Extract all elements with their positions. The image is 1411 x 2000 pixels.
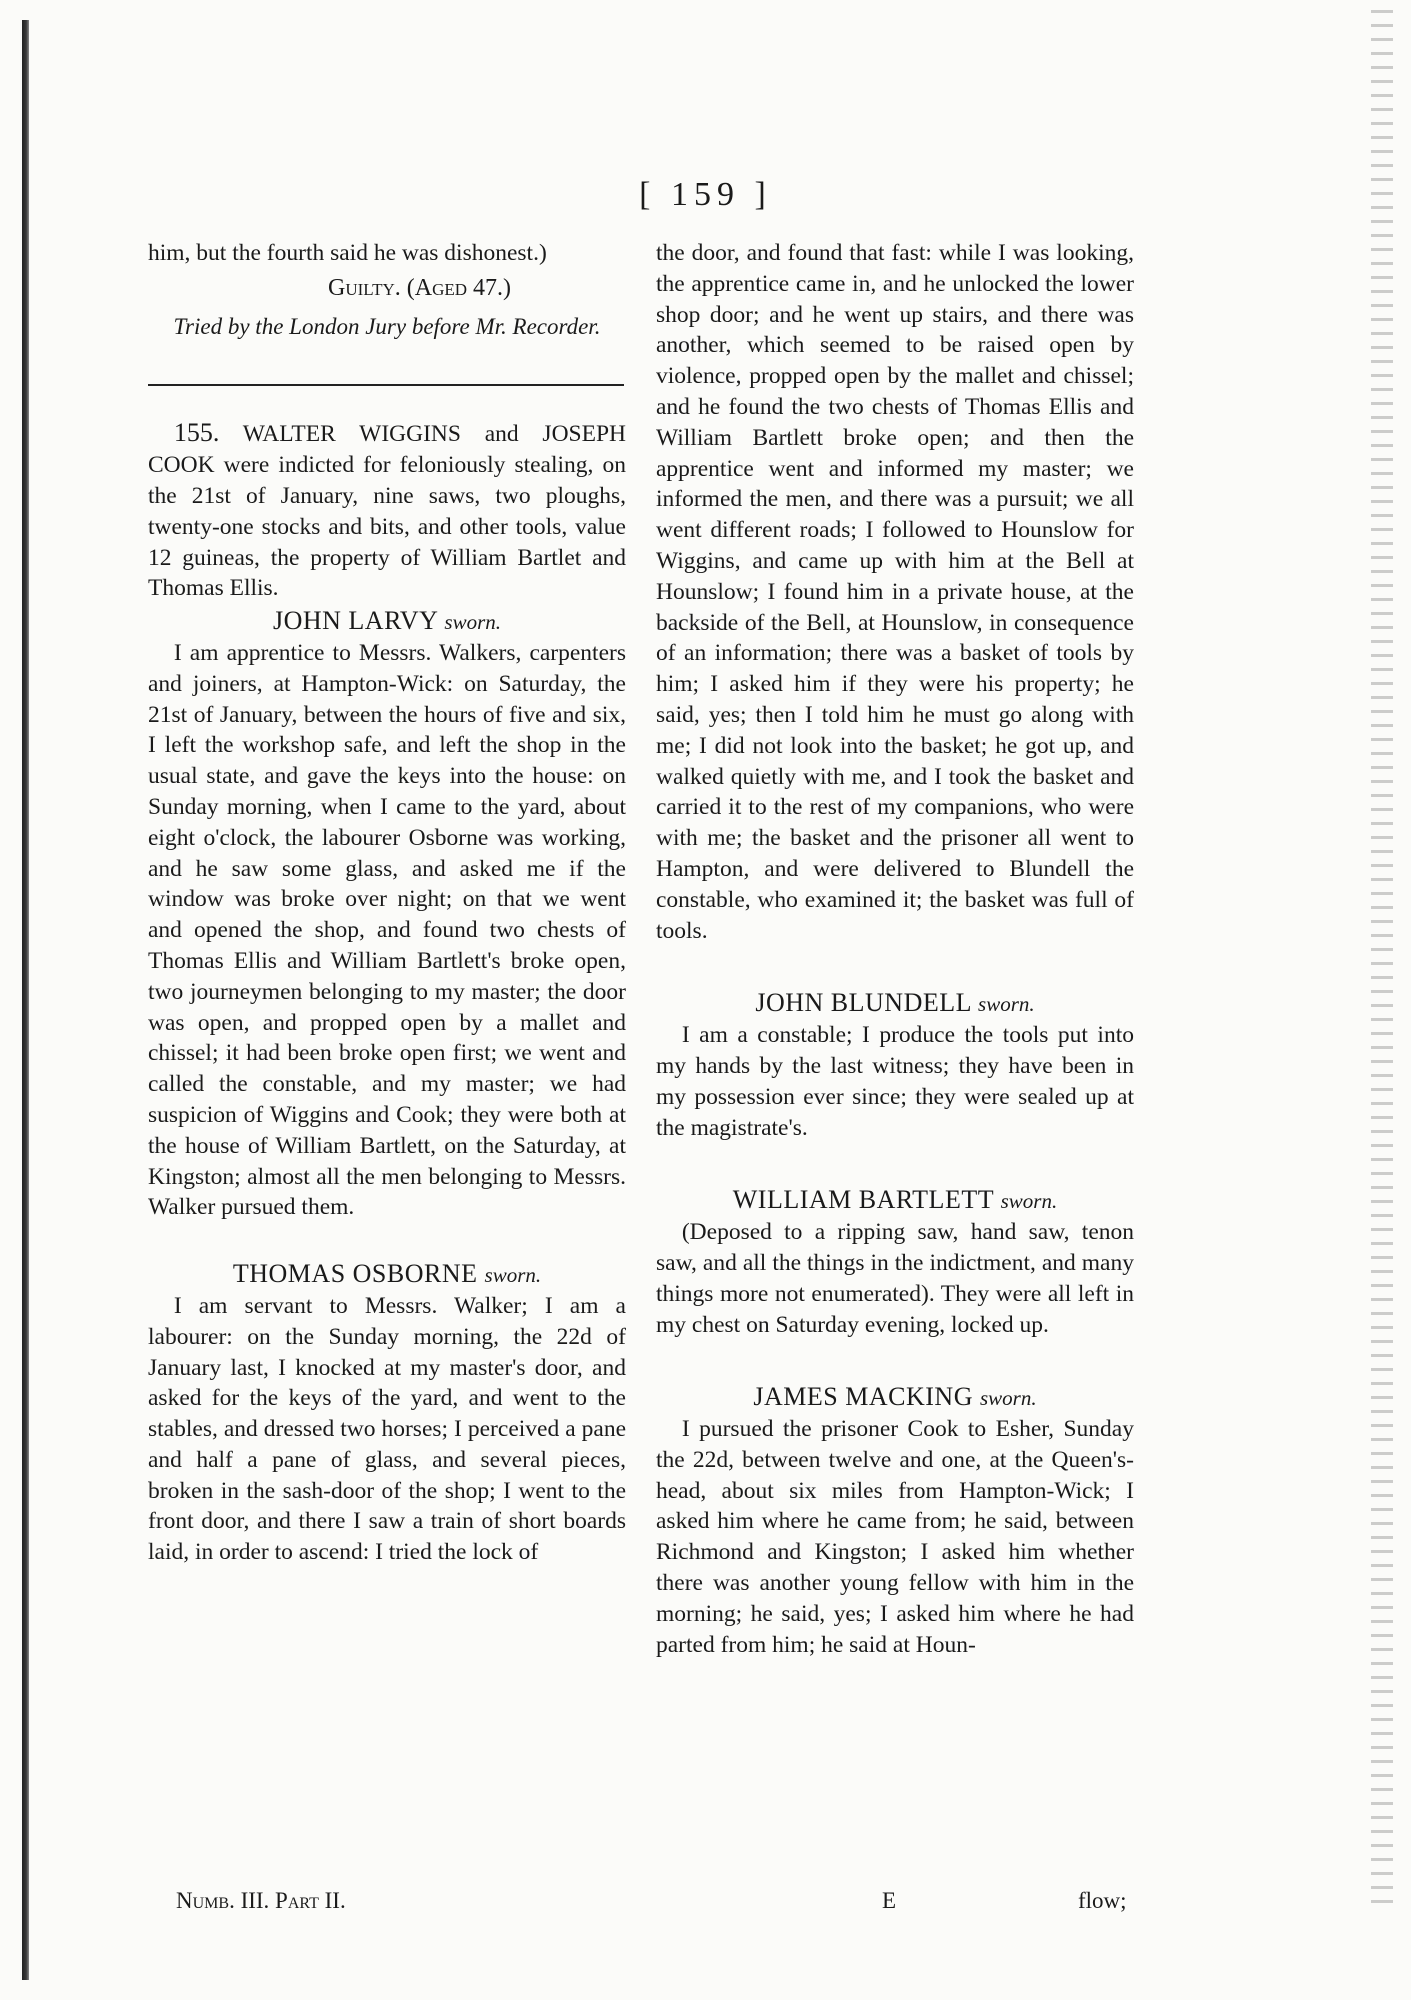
witness-name: WILLIAM BARTLETT <box>732 1185 994 1215</box>
verdict: Guilty. (Aged 47.) <box>328 274 512 301</box>
sworn-label: sworn. <box>978 992 1035 1017</box>
witness-heading <box>656 1185 1134 1217</box>
testimony: I am a constable; I produce the tools put into my hands by the last witness; they have been in my possession ever since; they were sealed up at the magistrate's. <box>656 1022 1134 1141</box>
continuation-text: him, but the fourth said he was dishonest.) <box>148 240 547 266</box>
witness-name: JAMES MACKING <box>753 1382 973 1412</box>
witness-name: THOMAS OSBORNE <box>232 1259 478 1289</box>
witness-heading <box>148 1259 626 1291</box>
witness-heading <box>656 1382 1134 1414</box>
continuation-text: the door, and found that fast: while I was looking, the apprentice came in, and he unlocked the lower shop door; and he went up stairs, and there was another, which seemed to be raised open by violence, propped open by the mallet and chissel; and he found the two chests of Thomas Ellis and William Bartlett broke open; and then the apprentice went and informed my master; we informed the men, and there was a pursuit; we all went different roads; I followed to Hounslow for Wiggins, and came up with him at the Bell at Hounslow; I found him in a private house, at the backside of the Bell, at Hounslow, in consequence of an information; there was a basket of tools by him; I asked him if they were his property; he said, yes; then I told him he must go along with me; I did not look into the basket; he got up, and walked quietly with me, and I took the basket and carried it to the rest of my companions, who were with me; the basket and the prisoner all went to Hampton, and were delivered to Blundell the constable, who examined it; the basket was full of tools. <box>656 240 1134 944</box>
left-column <box>148 238 626 1568</box>
testimony: I am servant to Messrs. Walker; I am a labourer: on the Sunday morning, the 22d of January last, I knocked at my master's door, and asked for the keys of the yard, and went to the stables, and dressed two horses; I perceived a pane and half a pane of glass, and several pieces, broken in the sash-door of the shop; I went to the front door, and there I saw a train of short boards laid, in order to ascend: I tried the lock of <box>148 1292 626 1566</box>
sworn-label: sworn. <box>1000 1189 1058 1214</box>
witness-name: JOHN LARVY <box>272 606 438 636</box>
testimony: (Deposed to a ripping saw, hand saw, tenon saw, and all the things in the indictment, and many things more not enumerated). They were all left in my chest on Saturday evening, locked up. <box>656 1219 1134 1338</box>
indictment-text: WALTER WIGGINS and JOSEPH COOK were indicted for feloniously stealing, on the 21st of January, nine saws, two ploughs, twenty-one stocks and bits, and other tools, value 12 guineas, the property of William Bartlet and Thomas Ellis. <box>148 421 627 602</box>
section-divider <box>148 384 624 386</box>
signature-mark: E <box>882 1888 897 1913</box>
testimony: I am apprentice to Messrs. Walkers, carpenters and joiners, at Hampton-Wick: on Saturday, the 21st of January, between the hours of five and six, I left the workshop safe, and left the shop in the usual state, and gave the keys into the house: on Sunday morning, when I came to the yard, about eight o'clock, the labourer Osborne was working, and he saw some glass, and asked me if the window was broke over night; on that we went and opened the shop, and found two chests of Thomas Ellis and William Bartlett's broke open, two journeymen belonging to my master; the door was open, and propped open by a mallet and chissel; it had been broke open first; we went and called the constable, and my master; we had suspicion of Wiggins and Cook; they were both at the house of William Bartlett, on the Saturday, at Kingston; almost all the men belonging to Messrs. Walker pursued them. <box>148 639 626 1221</box>
indictment-paragraph <box>148 418 626 604</box>
sworn-label: sworn. <box>979 1386 1037 1411</box>
page-number: [ 159 ] <box>639 176 772 213</box>
catchword: flow; <box>1078 1888 1127 1913</box>
testimony: I pursued the prisoner Cook to Esher, Sunday the 22d, between twelve and one, at the Queen's-head, about six miles from Hampton-Wick; I asked him where he came from; he said, between Richmond and Kingston; I asked him whether there was another young fellow with him in the morning; he said, yes; I asked him where he had parted from him; he said at Houn- <box>656 1416 1134 1658</box>
indictment-number: 155. <box>173 418 220 448</box>
witness-heading <box>148 606 626 638</box>
tried-by-note: Tried by the London Jury before Mr. Recorder. <box>173 313 601 339</box>
right-column <box>656 238 1134 1660</box>
witness-heading <box>656 988 1134 1020</box>
sworn-label: sworn. <box>484 1263 542 1288</box>
page-edge-noise <box>1371 10 1393 1910</box>
page-edge-shadow <box>22 20 29 1980</box>
sworn-label: sworn. <box>444 610 502 635</box>
part-footer: Numb. III. Part II. <box>176 1888 346 1913</box>
witness-name: JOHN BLUNDELL <box>755 988 972 1018</box>
